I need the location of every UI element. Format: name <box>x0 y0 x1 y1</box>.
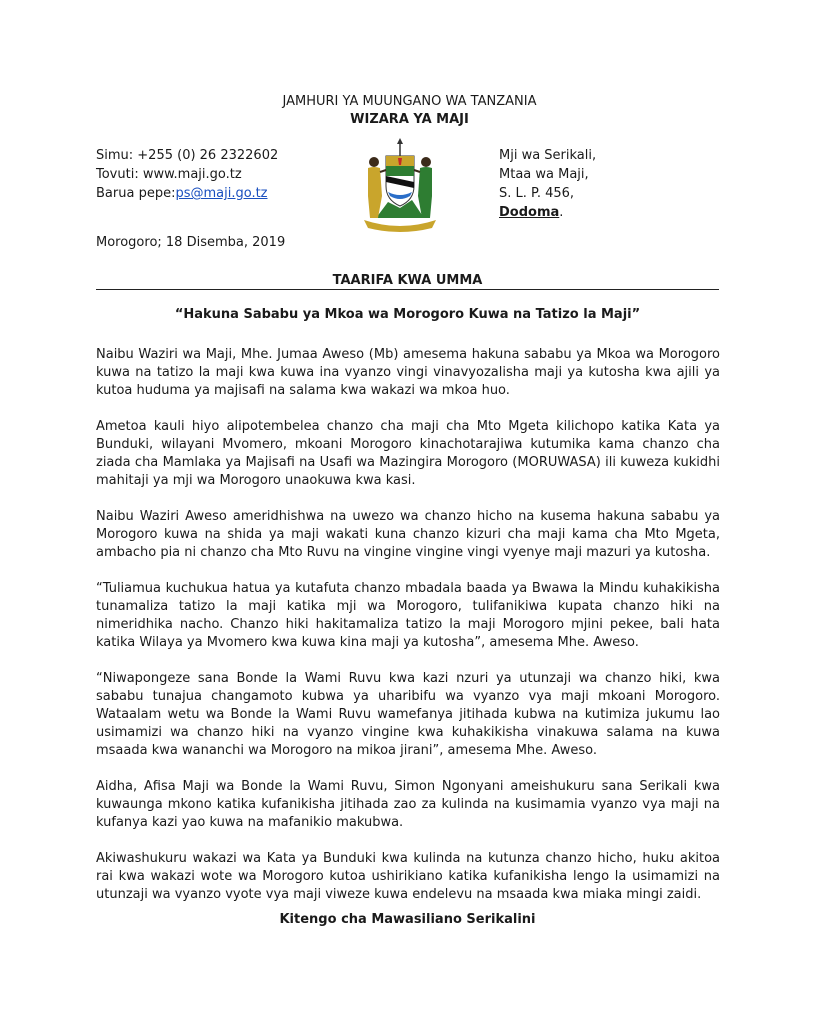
address-line-3: S. L. P. 456, <box>499 186 575 201</box>
heading-divider <box>96 289 719 290</box>
date-line: Morogoro; 18 Disemba, 2019 <box>96 235 286 250</box>
contact-block <box>96 146 278 203</box>
headline: “Hakuna Sababu ya Mkoa wa Morogoro Kuwa na Tatizo la Maji” <box>174 307 641 322</box>
ministry-title: WIZARA YA MAJI <box>350 112 469 127</box>
issuer-signature: Kitengo cha Mawasiliano Serikalini <box>279 912 536 927</box>
paragraph: “Niwapongeze sana Bonde la Wami Ruvu kwa kazi nzuri ya utunzaji wa chanzo hiki, kwa sababu tunajua changamoto kubwa ya uharibifu wa vyanzo vya maji mkoani Morogoro. Wataalam wetu wa Bonde la Wami Ruvu wamefanya jitihada kubwa na kutimiza jukumu lao usimamizi wa chanzo hiki na vyanzo vingine kwa kuhakikisha vinakuwa salama na kuwa msaada kwa wananchi wa Morogoro na mikoa jirani”, amesema Mhe. Aweso. <box>96 671 720 758</box>
republic-title: JAMHURI YA MUUNGANO WA TANZANIA <box>282 94 537 109</box>
notice-heading: TAARIFA KWA UMMA <box>332 273 483 288</box>
email-label: Barua pepe: <box>96 186 176 201</box>
paragraph: Naibu Waziri wa Maji, Mhe. Jumaa Aweso (Mb) amesema hakuna sababu ya Mkoa wa Morogoro kuwa na tatizo la maji kwa kuwa ina vyanzo vingi vinavyozalisha maji ya kutosha kwa ajili ya kutoa huduma ya majisafi na salama kwa wakazi wa mkoa huo. <box>96 347 720 398</box>
postal-address <box>499 146 596 222</box>
tanzania-coat-of-arms-icon <box>358 136 442 232</box>
paragraph: “Tuliamua kuchukua hatua ya kutafuta chanzo mbadala baada ya Bwawa la Mindu kuhakikisha tunamaliza tatizo la maji katika mji wa Morogoro, tulifanikiwa kupata chanzo hiki na nimeridhika nacho. Chanzo hiki hakitamaliza tatizo la maji Morogoro mjini pekee, bali hata katika Wilaya ya Mvomero kwa kuwa kina maji ya kutosha”, amesema Mhe. Aweso. <box>96 581 720 650</box>
email-link[interactable]: ps@maji.go.tz <box>175 186 268 201</box>
address-city-suffix: . <box>559 205 564 220</box>
address-line-1: Mji wa Serikali, <box>499 148 597 163</box>
paragraph: Aidha, Afisa Maji wa Bonde la Wami Ruvu, Simon Ngonyani ameishukuru sana Serikali kwa kuwaunga mkono katika kufanikisha jitihada zao za kulinda na kusimamia vyanzo vya maji na kufanya kazi yao kuwa na mafanikio makubwa. <box>96 779 720 830</box>
address-city: Dodoma <box>499 205 560 220</box>
email-line <box>96 184 278 203</box>
address-line-2: Mtaa wa Maji, <box>499 167 589 182</box>
paragraph: Naibu Waziri Aweso ameridhishwa na uwezo wa chanzo hicho na kusema hakuna sababu ya Morogoro kuwa na shida ya maji wakati kuna chanzo kizuri cha maji kama cha Mto Mgeta, ambacho pia ni chanzo cha Mto Ruvu na vingine vingine vingi vyenye maji mazuri ya kutosha. <box>96 509 720 560</box>
paragraph: Ametoa kauli hiyo alipotembelea chanzo cha maji cha Mto Mgeta kilichopo katika Kata ya Bunduki, wilayani Mvomero, mkoani Morogoro kinachotarajiwa kutumika kama chanzo cha ziada cha Mamlaka ya Majisafi na Usafi wa Mazingira Morogoro (MORUWASA) ili kuweza kukidhi mahitaji ya mji wa Morogoro unaokuwa kwa kasi. <box>96 419 720 488</box>
paragraph: Akiwashukuru wakazi wa Kata ya Bunduki kwa kulinda na kutunza chanzo hicho, huku akitoa rai kwa wakazi wote wa Morogoro kutoa ushirikiano katika kufanikisha lengo la usimamizi na utunzaji wa vyanzo vyote vya maji viweze kuwa endelevu na msaada kwa miaka mingi zaidi. <box>96 851 720 902</box>
website-text: Tovuti: www.maji.go.tz <box>96 167 242 182</box>
body-text <box>96 346 720 922</box>
phone-text: Simu: +255 (0) 26 2322602 <box>96 148 279 163</box>
address-city-line <box>499 203 596 222</box>
